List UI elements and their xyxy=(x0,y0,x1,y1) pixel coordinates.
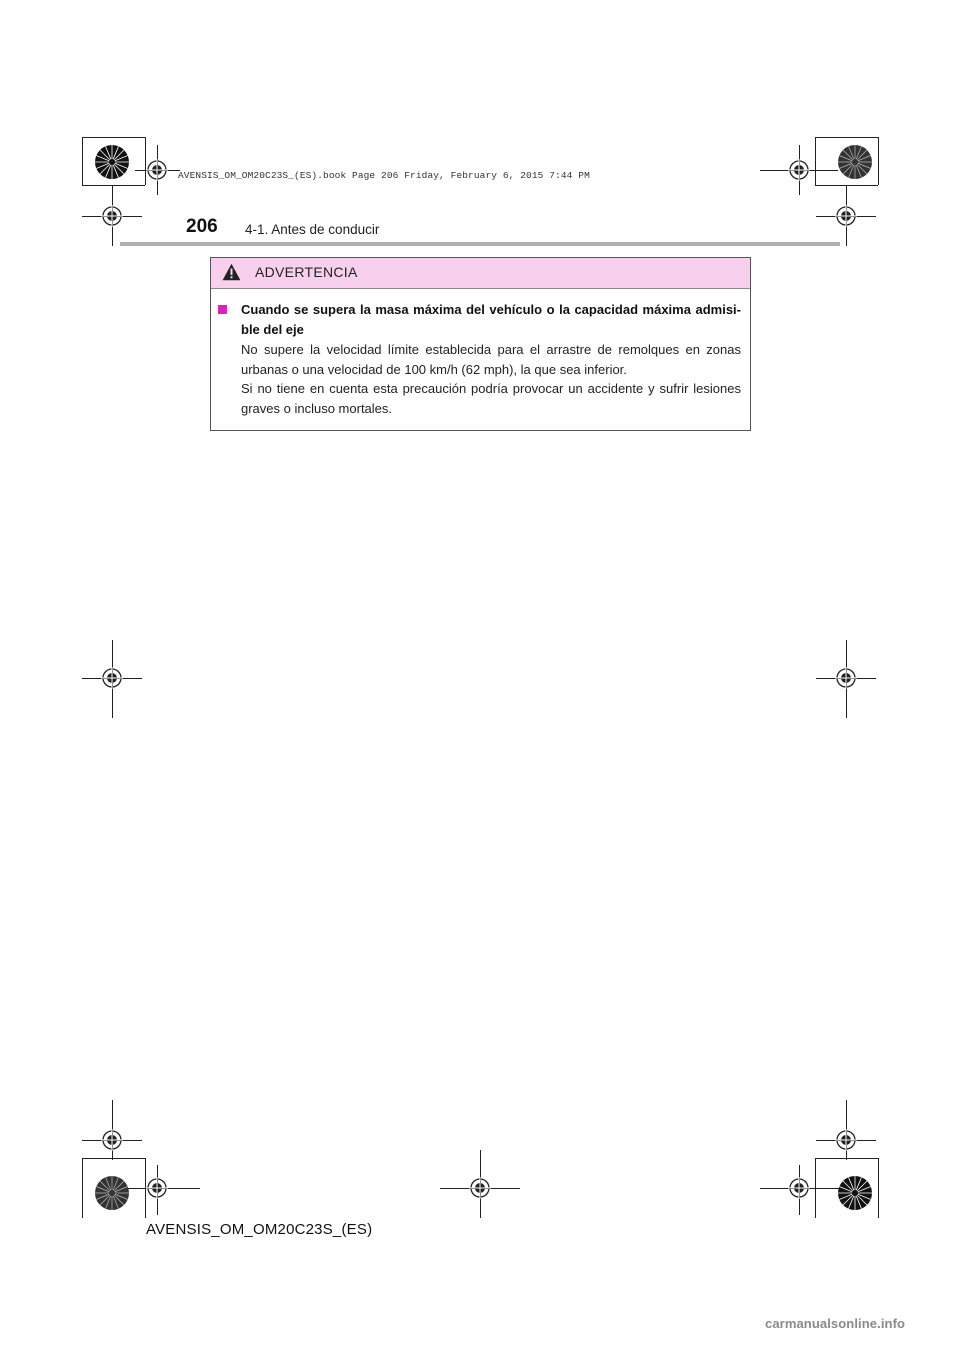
registration-target-icon xyxy=(101,667,123,689)
warning-subheading: Cuando se supera la masa máxima del vehículo o la capacidad máxima admisi-ble del eje xyxy=(241,302,741,337)
star-rosette-icon xyxy=(94,1175,130,1211)
warning-box xyxy=(210,257,751,431)
warning-triangle-icon xyxy=(222,263,241,281)
registration-target-icon xyxy=(146,159,168,181)
registration-target-icon xyxy=(101,205,123,227)
warning-paragraph: No supere la velocidad límite establecida para el arrastre de remolques en zonas urbanas o una velocidad de 100 km/h (62 mph), la que sea inferior. xyxy=(241,342,741,377)
registration-target-icon xyxy=(835,667,857,689)
header-divider xyxy=(120,242,840,246)
star-rosette-icon xyxy=(94,144,130,180)
registration-target-icon xyxy=(101,1129,123,1151)
section-title: 4-1. Antes de conducir xyxy=(245,222,380,237)
star-rosette-icon xyxy=(837,1175,873,1211)
print-info: AVENSIS_OM_OM20C23S_(ES).book Page 206 Friday, February 6, 2015 7:44 PM xyxy=(178,170,590,181)
bullet-square-icon xyxy=(218,305,227,314)
warning-header xyxy=(211,258,750,289)
registration-target-icon xyxy=(835,1129,857,1151)
registration-target-icon xyxy=(469,1177,491,1199)
registration-target-icon xyxy=(788,1177,810,1199)
watermark: carmanualsonline.info xyxy=(765,1316,906,1331)
registration-target-icon xyxy=(788,159,810,181)
registration-target-icon xyxy=(835,205,857,227)
warning-title: ADVERTENCIA xyxy=(255,264,358,280)
page-number: 206 xyxy=(186,216,218,237)
registration-target-icon xyxy=(146,1177,168,1199)
warning-paragraph: Si no tiene en cuenta esta precaución podría provocar un accidente y sufrir lesiones graves o incluso mortales. xyxy=(241,381,741,416)
document-code: AVENSIS_OM_OM20C23S_(ES) xyxy=(146,1221,373,1238)
star-rosette-icon xyxy=(837,144,873,180)
